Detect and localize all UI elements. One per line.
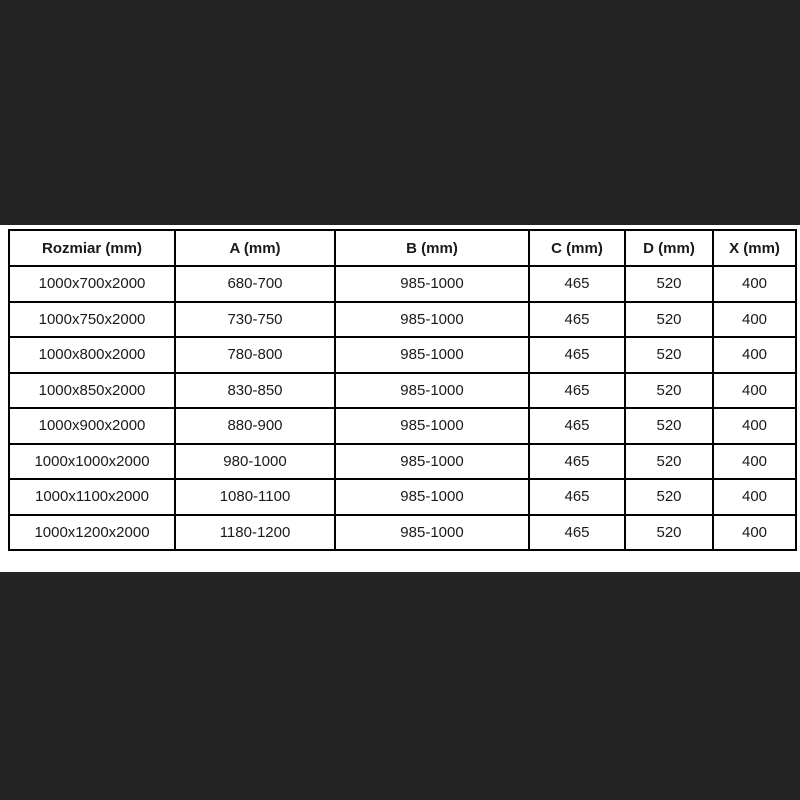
table-row [9, 444, 796, 480]
table-row [9, 408, 796, 444]
table-row [9, 302, 796, 338]
table-cell: 1000x900x2000 [9, 408, 175, 444]
table-cell: 520 [625, 444, 713, 480]
table-cell: 400 [713, 266, 796, 302]
size-spec-table [8, 229, 797, 551]
table-cell: 985-1000 [335, 337, 529, 373]
table-cell: 520 [625, 515, 713, 551]
column-header: Rozmiar (mm) [9, 230, 175, 266]
table-cell: 520 [625, 302, 713, 338]
table-cell: 400 [713, 479, 796, 515]
table-cell: 465 [529, 479, 625, 515]
table-cell: 400 [713, 515, 796, 551]
column-header: X (mm) [713, 230, 796, 266]
table-row [9, 266, 796, 302]
table-cell: 780-800 [175, 337, 335, 373]
column-header: C (mm) [529, 230, 625, 266]
table-cell: 465 [529, 266, 625, 302]
table-cell: 985-1000 [335, 444, 529, 480]
table-cell: 985-1000 [335, 479, 529, 515]
table-cell: 1000x1000x2000 [9, 444, 175, 480]
table-cell: 465 [529, 373, 625, 409]
table-cell: 880-900 [175, 408, 335, 444]
table-cell: 520 [625, 479, 713, 515]
table-cell: 400 [713, 408, 796, 444]
table-cell: 1000x1200x2000 [9, 515, 175, 551]
table-cell: 400 [713, 302, 796, 338]
table-cell: 985-1000 [335, 408, 529, 444]
table-cell: 465 [529, 515, 625, 551]
table-cell: 465 [529, 302, 625, 338]
table-cell: 400 [713, 444, 796, 480]
table-cell: 520 [625, 408, 713, 444]
table-cell: 1000x700x2000 [9, 266, 175, 302]
table-cell: 1180-1200 [175, 515, 335, 551]
table-row [9, 515, 796, 551]
column-header: B (mm) [335, 230, 529, 266]
table-cell: 1000x750x2000 [9, 302, 175, 338]
table-cell: 400 [713, 337, 796, 373]
table-cell: 985-1000 [335, 373, 529, 409]
table-cell: 730-750 [175, 302, 335, 338]
table-cell: 465 [529, 444, 625, 480]
table-cell: 1080-1100 [175, 479, 335, 515]
table-cell: 465 [529, 408, 625, 444]
table-cell: 1000x850x2000 [9, 373, 175, 409]
table-cell: 985-1000 [335, 515, 529, 551]
table-cell: 985-1000 [335, 266, 529, 302]
table-cell: 985-1000 [335, 302, 529, 338]
table-cell: 830-850 [175, 373, 335, 409]
table-cell: 520 [625, 373, 713, 409]
table-cell: 1000x800x2000 [9, 337, 175, 373]
table-cell: 520 [625, 337, 713, 373]
table-row [9, 337, 796, 373]
header-row [9, 230, 796, 266]
table-cell: 680-700 [175, 266, 335, 302]
column-header: A (mm) [175, 230, 335, 266]
table-row [9, 373, 796, 409]
table-cell: 400 [713, 373, 796, 409]
table-cell: 1000x1100x2000 [9, 479, 175, 515]
table-cell: 465 [529, 337, 625, 373]
column-header: D (mm) [625, 230, 713, 266]
table-row [9, 479, 796, 515]
table-cell: 980-1000 [175, 444, 335, 480]
table-cell: 520 [625, 266, 713, 302]
table-panel [0, 225, 800, 572]
